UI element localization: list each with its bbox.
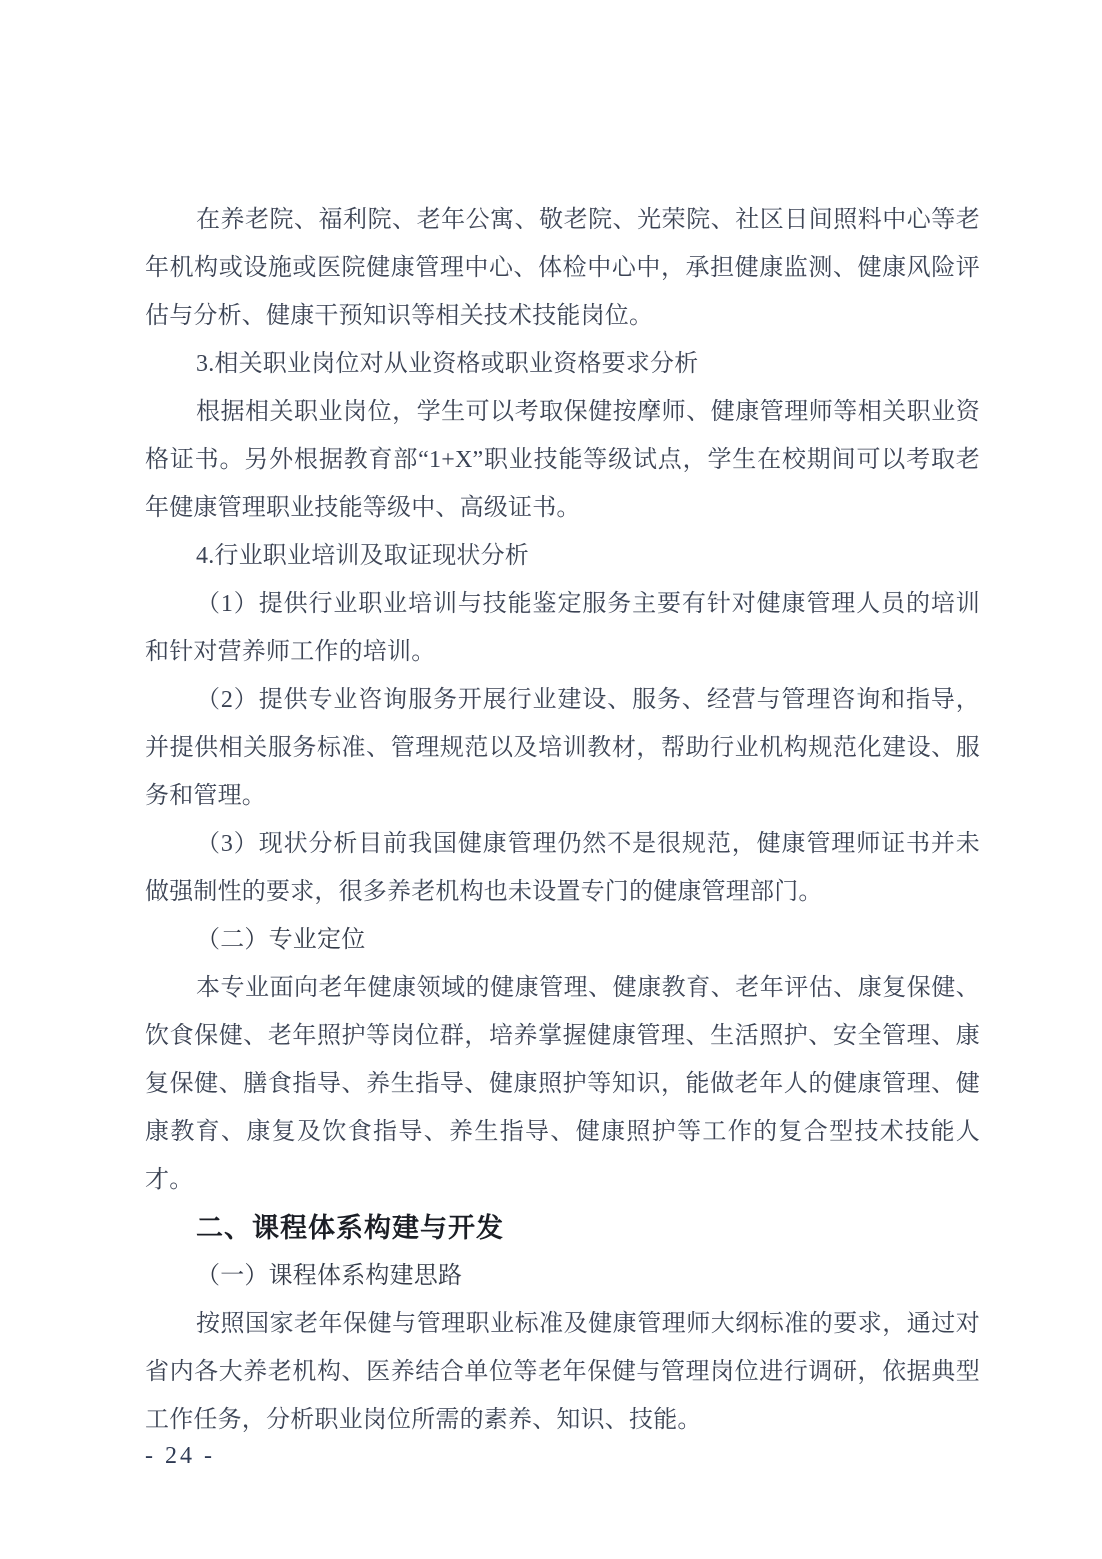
paragraph: （2）提供专业咨询服务开展行业建设、服务、经营与管理咨询和指导，并提供相关服务标准、管理规范以及培训教材，帮助行业机构规范化建设、服务和管理。 (145, 687, 980, 809)
paragraph: 3.相关职业岗位对从业资格或职业资格要求分析 (196, 351, 699, 377)
subsection-heading: （二）专业定位 (196, 927, 366, 953)
document-body (145, 196, 980, 1444)
paragraph: 4.行业职业培训及取证现状分析 (196, 543, 529, 569)
paragraph: 按照国家老年保健与管理职业标准及健康管理师大纲标准的要求，通过对省内各大养老机构、医养结合单位等老年保健与管理岗位进行调研，依据典型工作任务，分析职业岗位所需的素养、知识、技能。 (145, 1311, 980, 1433)
section-heading: 二、课程体系构建与开发 (196, 1213, 504, 1243)
page-number: - 24 - (145, 1443, 215, 1469)
paragraph: （1）提供行业职业培训与技能鉴定服务主要有针对健康管理人员的培训和针对营养师工作的培训。 (145, 591, 980, 665)
subsection-heading: （一）课程体系构建思路 (196, 1263, 463, 1289)
paragraph: 本专业面向老年健康领域的健康管理、健康教育、老年评估、康复保健、饮食保健、老年照护等岗位群，培养掌握健康管理、生活照护、安全管理、康复保健、膳食指导、养生指导、健康照护等知识，能做老年人的健康管理、健康教育、康复及饮食指导、养生指导、健康照护等工作的复合型技术技能人才。 (145, 975, 980, 1193)
paragraph: 在养老院、福利院、老年公寓、敬老院、光荣院、社区日间照料中心等老年机构或设施或医院健康管理中心、体检中心中，承担健康监测、健康风险评估与分析、健康干预知识等相关技术技能岗位。 (145, 207, 980, 329)
paragraph: 根据相关职业岗位，学生可以考取保健按摩师、健康管理师等相关职业资格证书。另外根据教育部“1+X”职业技能等级试点，学生在校期间可以考取老年健康管理职业技能等级中、高级证书。 (145, 399, 980, 521)
paragraph: （3）现状分析目前我国健康管理仍然不是很规范，健康管理师证书并未做强制性的要求，很多养老机构也未设置专门的健康管理部门。 (145, 831, 980, 905)
